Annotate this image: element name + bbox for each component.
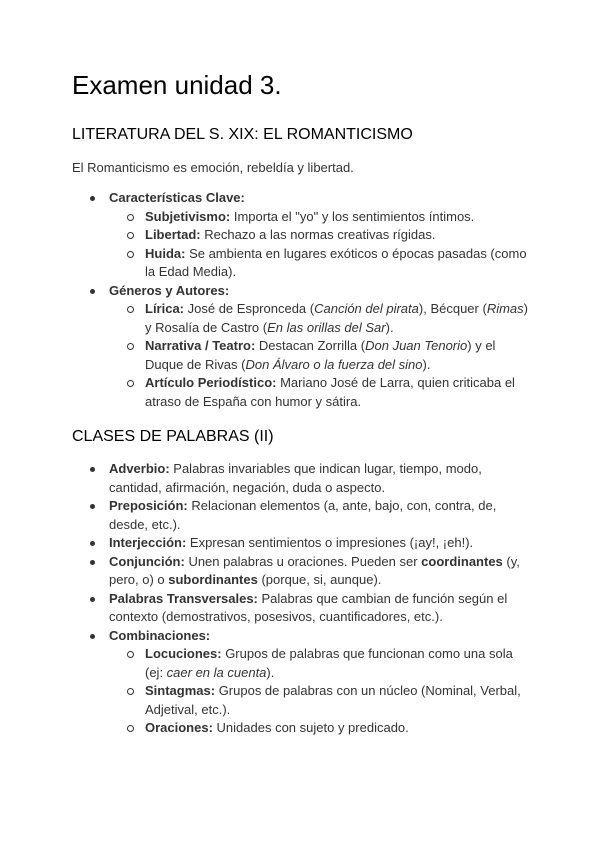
term-huida: Huida: xyxy=(145,245,186,261)
generos-label: Géneros y Autores: xyxy=(109,282,230,298)
term-oraciones: Oraciones: xyxy=(145,720,213,735)
conjuncion-text-1: Unen palabras u oraciones. Pueden ser xyxy=(184,553,422,569)
desc-huida: Se ambienta en lugares exóticos o épocas pasadas (como la Edad Media). xyxy=(145,245,527,279)
list-item-transversales xyxy=(72,590,532,627)
conjuncion-text-3: (porque, si, aunque). xyxy=(257,572,382,587)
list-item-huida xyxy=(109,245,532,282)
lirica-text-1: José de Espronceda ( xyxy=(184,301,315,316)
term-interjeccion: Interjección: xyxy=(109,535,187,550)
list-item-locuciones xyxy=(109,645,532,682)
lirica-text-4: ). xyxy=(385,319,394,335)
list-item-combinaciones xyxy=(72,627,532,738)
conjuncion-text-2: (y, pero, o) o xyxy=(109,553,520,587)
desc-articulo: Mariano José de Larra, quien criticaba el atraso de España con humor y sátira. xyxy=(145,375,515,409)
desc-oraciones: Unidades con sujeto y predicado. xyxy=(212,720,409,735)
document-title: Examen unidad 3. xyxy=(72,70,282,100)
generos-sublist xyxy=(109,300,532,411)
list-item-sintagmas xyxy=(109,682,532,719)
term-locuciones: Locuciones: xyxy=(145,646,222,661)
narrativa-text-3: ). xyxy=(422,356,431,372)
clases-list xyxy=(72,460,532,738)
list-item-preposicion xyxy=(72,497,532,534)
desc-preposicion: Relacionan elementos (a, ante, bajo, con, contra, de, desde, etc.). xyxy=(109,498,497,532)
term-preposicion: Preposición: xyxy=(109,498,188,513)
term-libertad: Libertad: xyxy=(145,227,201,242)
work-don-alvaro: Don Álvaro o la fuerza del sino xyxy=(245,356,423,372)
work-don-juan: Don Juan Tenorio xyxy=(365,338,468,353)
narrativa-text-2: ) y el Duque de Rivas ( xyxy=(145,338,496,372)
list-item-narrativa xyxy=(109,337,532,374)
desc-interjeccion: Expresan sentimientos o impresiones (¡ay!, ¡eh!). xyxy=(186,535,474,550)
list-item-subjetivismo xyxy=(109,208,532,227)
term-narrativa: Narrativa / Teatro: xyxy=(145,338,256,353)
lirica-text-2: ), Bécquer ( xyxy=(418,301,487,316)
locuciones-text-2: ). xyxy=(266,664,275,680)
list-item-oraciones xyxy=(109,719,532,738)
desc-adverbio: Palabras invariables que indican lugar, tiempo, modo, cantidad, afirmación, negación, duda o aspecto. xyxy=(109,461,482,495)
term-conjuncion: Conjunción: xyxy=(109,553,185,569)
desc-libertad: Rechazo a las normas creativas rígidas. xyxy=(200,227,436,242)
list-item-articulo xyxy=(109,374,532,411)
term-lirica: Lírica: xyxy=(145,301,185,316)
term-articulo: Artículo Periodístico: xyxy=(145,375,277,390)
caracteristicas-sublist xyxy=(109,208,532,282)
list-item-conjuncion xyxy=(72,553,532,590)
term-subordinantes: subordinantes xyxy=(168,572,258,587)
desc-sintagmas: Grupos de palabras con un núcleo (Nominal, Verbal, Adjetival, etc.). xyxy=(145,683,521,717)
combinaciones-label: Combinaciones: xyxy=(109,627,211,643)
list-item-generos xyxy=(72,282,532,412)
term-sintagmas: Sintagmas: xyxy=(145,683,216,698)
desc-subjetivismo: Importa el "yo" y los sentimientos íntimos. xyxy=(230,208,475,224)
section-heading-clases: CLASES DE PALABRAS (II) xyxy=(72,428,274,445)
work-rimas: Rimas xyxy=(486,301,524,316)
term-transversales: Palabras Transversales: xyxy=(109,590,258,606)
list-item-libertad xyxy=(109,226,532,245)
term-adverbio: Adverbio: xyxy=(109,461,170,476)
lirica-text-3: ) y Rosalía de Castro ( xyxy=(145,301,528,335)
list-item-lirica xyxy=(109,300,532,337)
term-coordinantes: coordinantes xyxy=(421,553,503,569)
combinaciones-sublist xyxy=(109,645,532,738)
desc-transversales: Palabras que cambian de función según el contexto (demostrativos, posesivos, cuantificadores, etc.). xyxy=(109,590,508,624)
section-heading-literatura: LITERATURA DEL S. XIX: EL ROMANTICISMO xyxy=(72,126,413,143)
caracteristicas-label: Características Clave: xyxy=(109,190,245,205)
work-orillas-sar: En las orillas del Sar xyxy=(267,319,386,335)
literatura-list xyxy=(72,189,532,411)
intro-paragraph: El Romanticismo es emoción, rebeldía y libertad. xyxy=(72,160,354,175)
term-subjetivismo: Subjetivismo: xyxy=(145,208,231,224)
narrativa-text-1: Destacan Zorrilla ( xyxy=(255,338,366,353)
work-cancion-pirata: Canción del pirata xyxy=(314,301,419,316)
locuciones-text-1: Grupos de palabras que funcionan como una sola (ej: xyxy=(145,646,513,680)
list-item-caracteristicas xyxy=(72,189,532,282)
example-caer-cuenta: caer en la cuenta xyxy=(166,664,267,680)
list-item-interjeccion xyxy=(72,534,532,553)
list-item-adverbio xyxy=(72,460,532,497)
